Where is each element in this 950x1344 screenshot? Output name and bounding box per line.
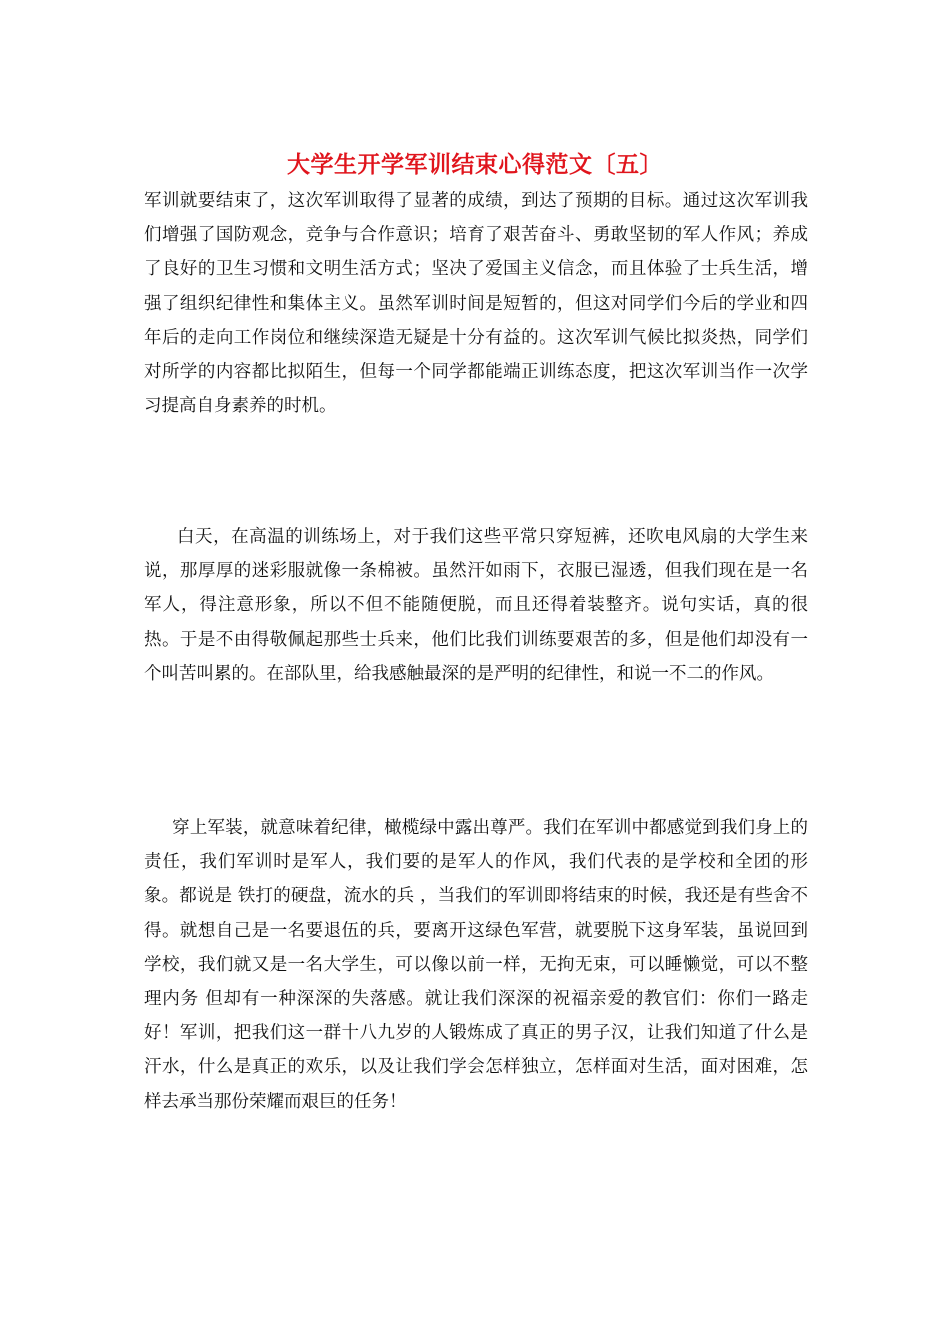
paragraph-3-text: 穿上军装，就意味着纪律，橄榄绿中露出尊严。我们在军训中都感觉到我们身上的责任，我们军训时是军人，我们要的是军人的作风，我们代表的是学校和全团的形象。都说是 铁打的硬盘，流水的兵 ，当我们的军训即将结束的时候，我还是有些舍不得。就想自己是一名要退伍的兵，要离开这绿色军营，就要脱下这身军装，虽说回到学校，我们就又是一名大学生，可以像以前一样，无拘无束，可以睡懒觉，可以不整理内务 但却有一种深深的失落感。就让我们深深的祝福亲爱的教官们：你们一路走好！军训，把我们这一群十八九岁的人锻炼成了真正的男子汉，让我们知道了什么是汗水，什么是真正的欢乐，以及让我们学会怎样独立，怎样面对生活，面对困难，怎样去承当那份荣耀而艰巨的任务！: [144, 818, 808, 1112]
document-title: 大学生开学军训结束心得范文〔五〕: [287, 151, 663, 178]
paragraph-1: 军训就要结束了，这次军训取得了显著的成绩，到达了预期的目标。通过这次军训我们增强了国防观念，竞争与合作意识；培育了艰苦奋斗、勇敢坚韧的军人作风；养成了良好的卫生习惯和文明生活方式；坚决了爱国主义信念，而且体验了士兵生活，增强了组织纪律性和集体主义。虽然军训时间是短暂的，但这对同学们今后的学业和四年后的走向工作岗位和继续深造无疑是十分有益的。这次军训气候比拟炎热，同学们对所学的内容都比拟陌生，但每一个同学都能端正训练态度，把这次军训当作一次学习提高自身素养的时机。: [144, 191, 808, 417]
paragraph-2: 白天，在高温的训练场上，对于我们这些平常只穿短裤，还吹电风扇的大学生来说，那厚厚的迷彩服就像一条棉被。虽然汗如雨下，衣服已湿透，但我们现在是一名军人，得注意形象，所以不但不能随便脱，而且还得着装整齐。说句实话，真的很热。于是不由得敬佩起那些士兵来，他们比我们训练要艰苦的多，但是他们却没有一个叫苦叫累的。在部队里，给我感触最深的是严明的纪律性，和说一不二的作风。: [144, 527, 808, 684]
paragraph-3: [144, 811, 808, 1119]
